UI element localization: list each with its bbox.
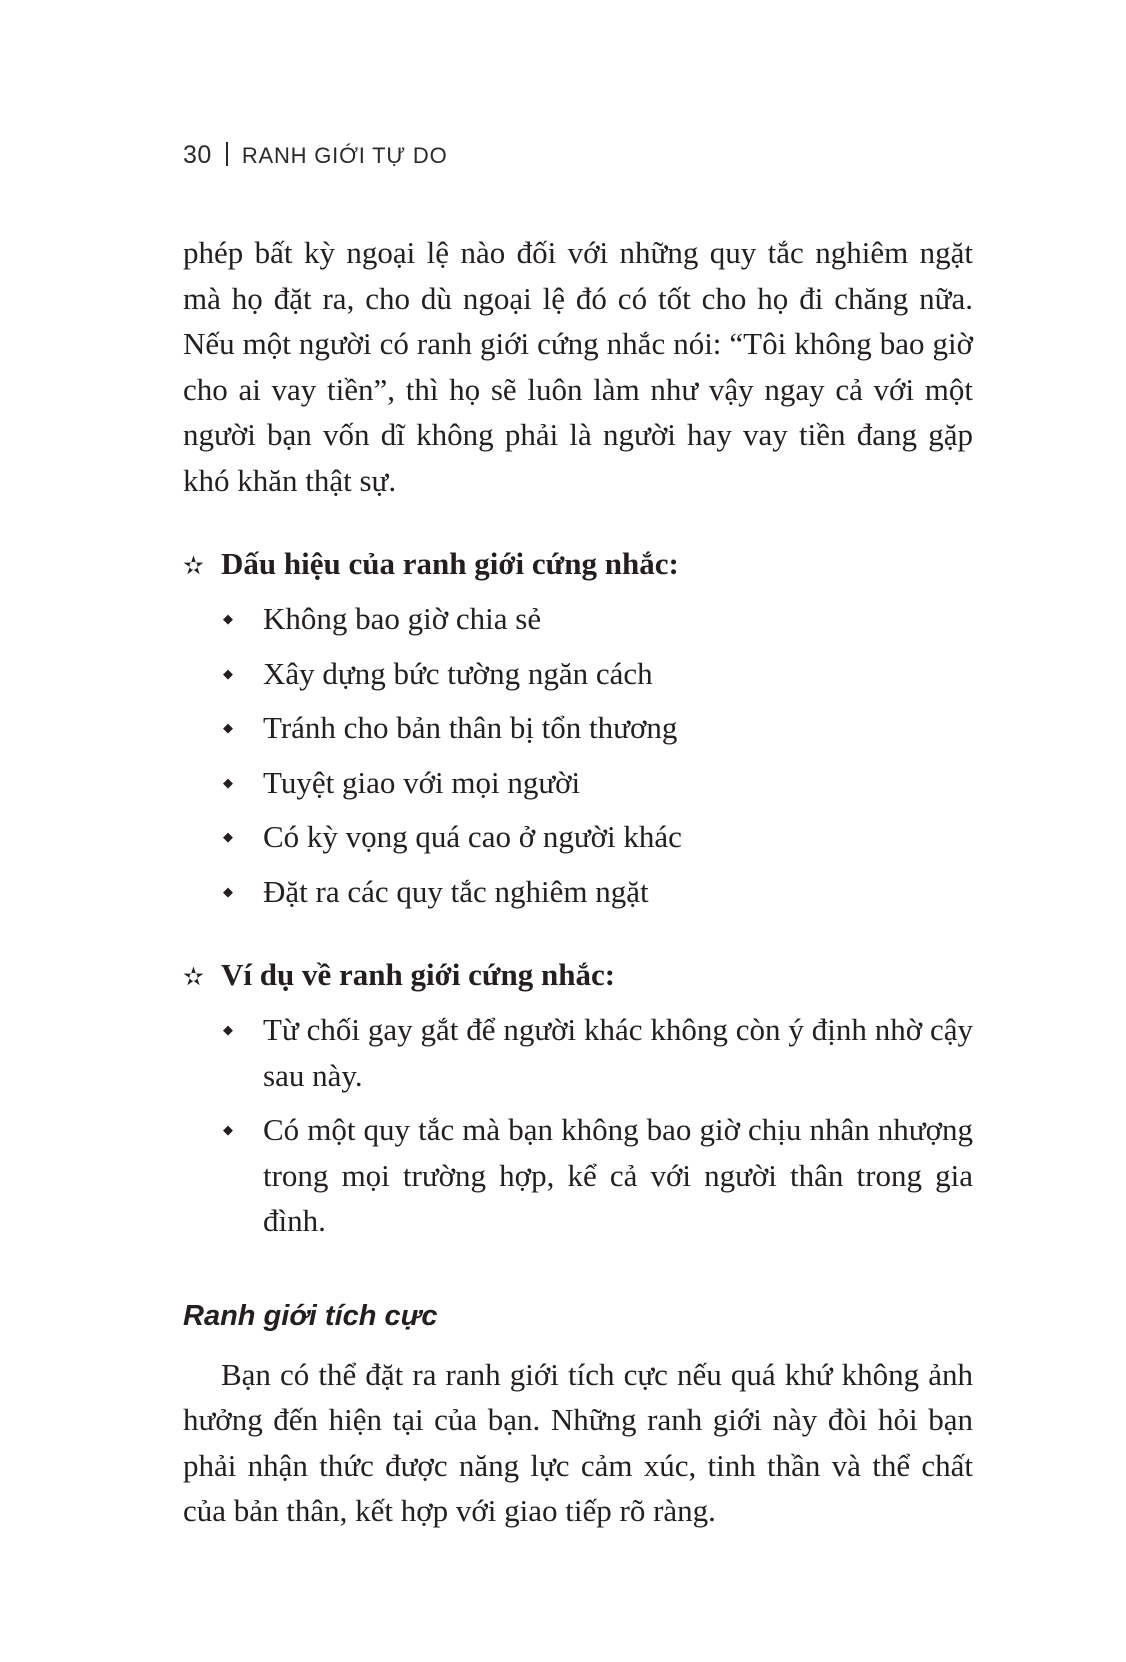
diamond-bullet-icon: ◆ — [223, 829, 233, 844]
list-item: ◆ Đặt ra các quy tắc nghiêm ngặt — [263, 869, 973, 915]
signs-section-title-text: Dấu hiệu của ranh giới cứng nhắc: — [221, 546, 679, 581]
intro-paragraph: phép bất kỳ ngoại lệ nào đối với những quy tắc nghiêm ngặt mà họ đặt ra, cho dù ngoại lệ đó có tốt cho họ đi chăng nữa. Nếu một người có ranh giới cứng nhắc nói: “Tôi không bao giờ cho ai vay tiền”, thì họ sẽ luôn làm như vậy ngay cả với một người bạn vốn dĩ không phải là người hay vay tiền đang gặp khó khăn thật sự. — [183, 235, 973, 498]
diamond-bullet-icon: ◆ — [223, 774, 233, 790]
positive-boundaries-paragraph: Bạn có thể đặt ra ranh giới tích cực nếu quá khứ không ảnh hưởng đến hiện tại của bạn. Những ranh giới này đòi hỏi bạn phải nhận thức được năng lực cảm xúc, tinh thần và thể chất của bản thân, kết hợp với giao tiếp rõ ràng. — [183, 1356, 973, 1528]
list-item: ◆ Không bao giờ chia sẻ — [263, 596, 973, 642]
list-item: ◆ Có một quy tắc mà bạn không bao giờ chịu nhân nhượng trong mọi trường hợp, kể cả với người thân trong gia đình. — [263, 1107, 973, 1244]
list-item: ◆ Xây dựng bức tường ngăn cách — [263, 651, 973, 697]
positive-boundaries-heading: Ranh giới tích cực — [183, 1299, 438, 1332]
list-item: ◆ Tuyệt giao với mọi người — [263, 760, 973, 806]
signs-section-title — [183, 541, 973, 586]
diamond-bullet-icon: ◆ — [223, 883, 233, 899]
star-icon: ✫ — [183, 553, 204, 580]
examples-section-title-text: Ví dụ về ranh giới cứng nhắc: — [221, 957, 616, 992]
diamond-bullet-icon: ◆ — [223, 665, 233, 681]
diamond-bullet-icon: ◆ — [223, 720, 233, 735]
signs-list — [183, 596, 973, 914]
examples-section-title — [183, 952, 973, 997]
header-divider — [226, 142, 228, 166]
list-item: ◆ Từ chối gay gắt để người khác không còn ý định nhờ cậy sau này. — [263, 1007, 973, 1098]
list-item: ◆ Có kỳ vọng quá cao ở người khác — [263, 814, 973, 860]
diamond-bullet-icon: ◆ — [223, 1122, 233, 1137]
page-header — [183, 141, 448, 170]
diamond-bullet-icon: ◆ — [223, 1022, 233, 1037]
diamond-bullet-icon: ◆ — [223, 611, 233, 626]
book-title: RANH GIỚI TỰ DO — [241, 143, 448, 168]
list-item: ◆ Tránh cho bản thân bị tổn thương — [263, 705, 973, 751]
page-body — [183, 230, 973, 1534]
examples-list — [183, 1007, 973, 1244]
page-number: 30 — [183, 141, 212, 169]
star-icon: ✫ — [183, 964, 204, 991]
